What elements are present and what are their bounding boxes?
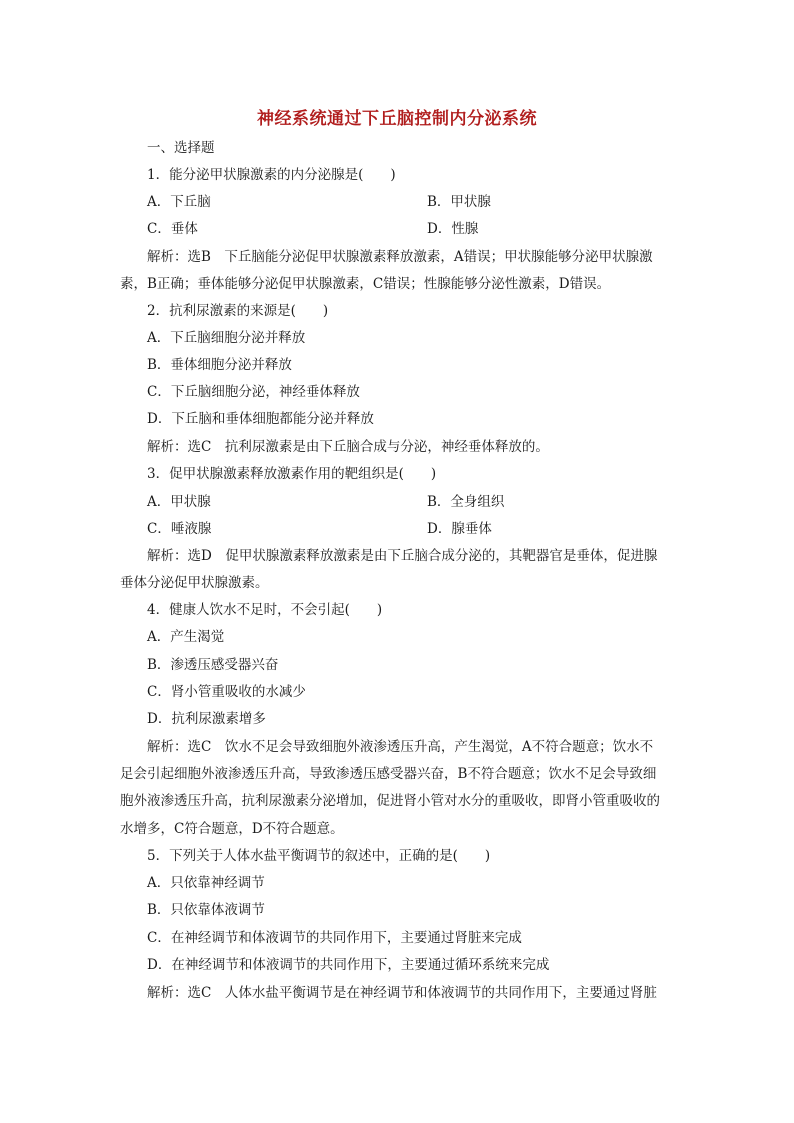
q3-stem: 3．促甲状腺激素释放激素作用的靶组织是( ) <box>147 466 437 482</box>
q4-explanation-line-4: 水增多，C符合题意，D不符合题意。 <box>120 821 344 837</box>
q4-explanation-line-2: 足会引起细胞外液渗透压升高，导致渗透压感受器兴奋，B不符合题意；饮水不足会导致细 <box>120 766 657 782</box>
q3-option-a: A．甲状腺 <box>147 494 211 510</box>
q4-option-c: C．肾小管重吸收的水减少 <box>147 684 306 700</box>
q2-explanation-line-1: 解析：选C 抗利尿激素是由下丘脑合成与分泌，神经垂体释放的。 <box>147 439 549 455</box>
q3-option-d: D．腺垂体 <box>427 521 492 537</box>
q2-stem: 2．抗利尿激素的来源是( ) <box>147 303 329 319</box>
q4-option-a: A．产生渴觉 <box>147 629 225 645</box>
q5-option-d: D．在神经调节和体液调节的共同作用下，主要通过循环系统来完成 <box>147 957 550 973</box>
q4-option-d: D．抗利尿激素增多 <box>147 711 266 727</box>
q2-option-d: D．下丘脑和垂体细胞都能分泌并释放 <box>147 411 374 427</box>
q5-option-b: B．只依靠体液调节 <box>147 902 265 918</box>
q1-option-b: B．甲状腺 <box>427 194 491 210</box>
q1-option-a: A．下丘脑 <box>147 194 211 210</box>
q3-explanation-line-1: 解析：选D 促甲状腺激素释放激素是由下丘脑合成分泌的，其靶器官是垂体，促进腺 <box>147 548 658 564</box>
q5-option-c: C．在神经调节和体液调节的共同作用下，主要通过肾脏来完成 <box>147 930 522 946</box>
q3-option-b: B．全身组织 <box>427 494 505 510</box>
q4-stem: 4．健康人饮水不足时，不会引起( ) <box>147 602 383 618</box>
q4-option-b: B．渗透压感受器兴奋 <box>147 657 279 673</box>
q5-explanation-line-1: 解析：选C 人体水盐平衡调节是在神经调节和体液调节的共同作用下，主要通过肾脏 <box>147 985 657 1001</box>
q5-option-a: A．只依靠神经调节 <box>147 875 265 891</box>
document-title: 神经系统通过下丘脑控制内分泌系统 <box>257 109 537 129</box>
q2-option-b: B．垂体细胞分泌并释放 <box>147 357 292 373</box>
q4-explanation-line-1: 解析：选C 饮水不足会导致细胞外液渗透压升高，产生渴觉，A不符合题意；饮水不 <box>147 739 654 755</box>
q1-option-d: D．性腺 <box>427 221 479 237</box>
section-heading: 一、选择题 <box>147 140 215 156</box>
q1-explanation-line-2: 素，B正确；垂体能够分泌促甲状腺激素，C错误；性腺能够分泌性激素，D错误。 <box>120 276 611 292</box>
q4-explanation-line-3: 胞外液渗透压升高，抗利尿激素分泌增加，促进肾小管对水分的重吸收，即肾小管重吸收的 <box>120 793 660 809</box>
q1-option-c: C．垂体 <box>147 221 198 237</box>
q1-explanation-line-1: 解析：选B 下丘脑能分泌促甲状腺激素释放激素，A错误；甲状腺能够分泌甲状腺激 <box>147 249 653 265</box>
q5-stem: 5．下列关于人体水盐平衡调节的叙述中，正确的是( ) <box>147 848 491 864</box>
q3-option-c: C．唾液腺 <box>147 521 212 537</box>
q1-stem: 1．能分泌甲状腺激素的内分泌腺是( ) <box>147 167 396 183</box>
q2-option-a: A．下丘脑细胞分泌并释放 <box>147 330 306 346</box>
q2-option-c: C．下丘脑细胞分泌，神经垂体释放 <box>147 384 360 400</box>
q3-explanation-line-2: 垂体分泌促甲状腺激素。 <box>120 575 269 591</box>
